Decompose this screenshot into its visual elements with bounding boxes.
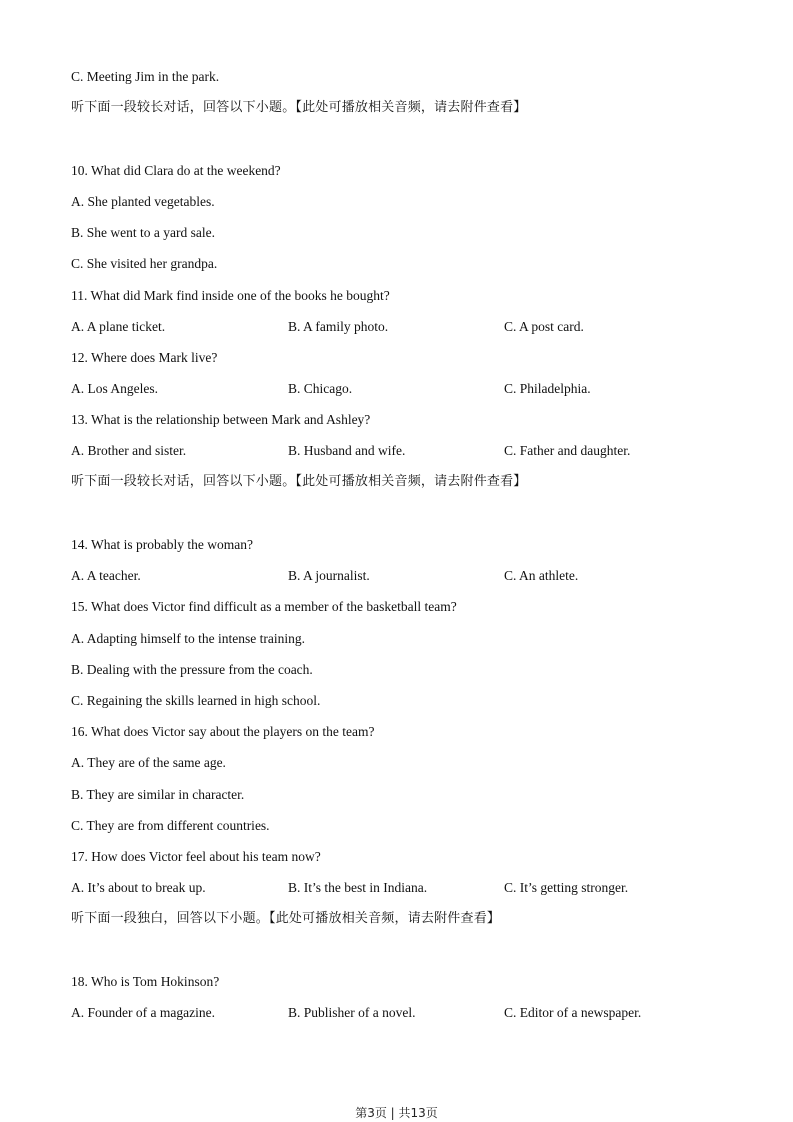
option-17b: B. It’s the best in Indiana. [288,880,428,895]
option-18c: C. Editor of a newspaper. [504,1005,642,1020]
option-16a: A. They are of the same age. [71,755,226,770]
option-17c: C. It’s getting stronger. [504,880,629,895]
listening-instruction: 听下面一段较长对话，回答以下小题。【此处可播放相关音频，请去附件查看】 [71,474,527,489]
option-11c: C. A post card. [504,319,584,334]
question-11: 11. What did Mark find inside one of the books he bought? [71,288,390,303]
options-row-17 [71,880,751,896]
option-15a: A. Adapting himself to the intense training. [71,631,305,646]
options-row-12 [71,381,751,397]
option-18b: B. Publisher of a novel. [288,1005,416,1020]
option-10c: C. She visited her grandpa. [71,256,218,271]
option-17a: A. It’s about to break up. [71,880,206,895]
option-13c: C. Father and daughter. [504,443,631,458]
question-10: 10. What did Clara do at the weekend? [71,163,281,178]
question-12: 12. Where does Mark live? [71,350,218,365]
option-14a: A. A teacher. [71,568,141,583]
option-15c: C. Regaining the skills learned in high school. [71,693,321,708]
option-12a: A. Los Angeles. [71,381,158,396]
options-row-18 [71,1005,751,1021]
question-15: 15. What does Victor find difficult as a member of the basketball team? [71,599,457,614]
option-10a: A. She planted vegetables. [71,194,215,209]
question-16: 16. What does Victor say about the players on the team? [71,724,375,739]
options-row-13 [71,443,751,459]
option-9c: C. Meeting Jim in the park. [71,69,220,84]
options-row-11 [71,319,751,335]
option-16c: C. They are from different countries. [71,818,270,833]
option-12c: C. Philadelphia. [504,381,591,396]
option-16b: B. They are similar in character. [71,787,245,802]
option-15b: B. Dealing with the pressure from the coach. [71,662,313,677]
option-13a: A. Brother and sister. [71,443,187,458]
option-11b: B. A family photo. [288,319,389,334]
question-18: 18. Who is Tom Hokinson? [71,974,220,989]
option-18a: A. Founder of a magazine. [71,1005,215,1020]
option-13b: B. Husband and wife. [288,443,406,458]
question-17: 17. How does Victor feel about his team now? [71,849,321,864]
options-row-14 [71,568,751,584]
option-11a: A. A plane ticket. [71,319,166,334]
option-14c: C. An athlete. [504,568,579,583]
option-12b: B. Chicago. [288,381,353,396]
page-number-footer: 第3页 | 共13页 [355,1106,438,1120]
question-14: 14. What is probably the woman? [71,537,253,552]
listening-instruction: 听下面一段独白，回答以下小题。【此处可播放相关音频，请去附件查看】 [71,911,501,926]
option-14b: B. A journalist. [288,568,370,583]
question-13: 13. What is the relationship between Mark and Ashley? [71,412,371,427]
listening-instruction: 听下面一段较长对话，回答以下小题。【此处可播放相关音频，请去附件查看】 [71,100,527,115]
option-10b: B. She went to a yard sale. [71,225,215,240]
